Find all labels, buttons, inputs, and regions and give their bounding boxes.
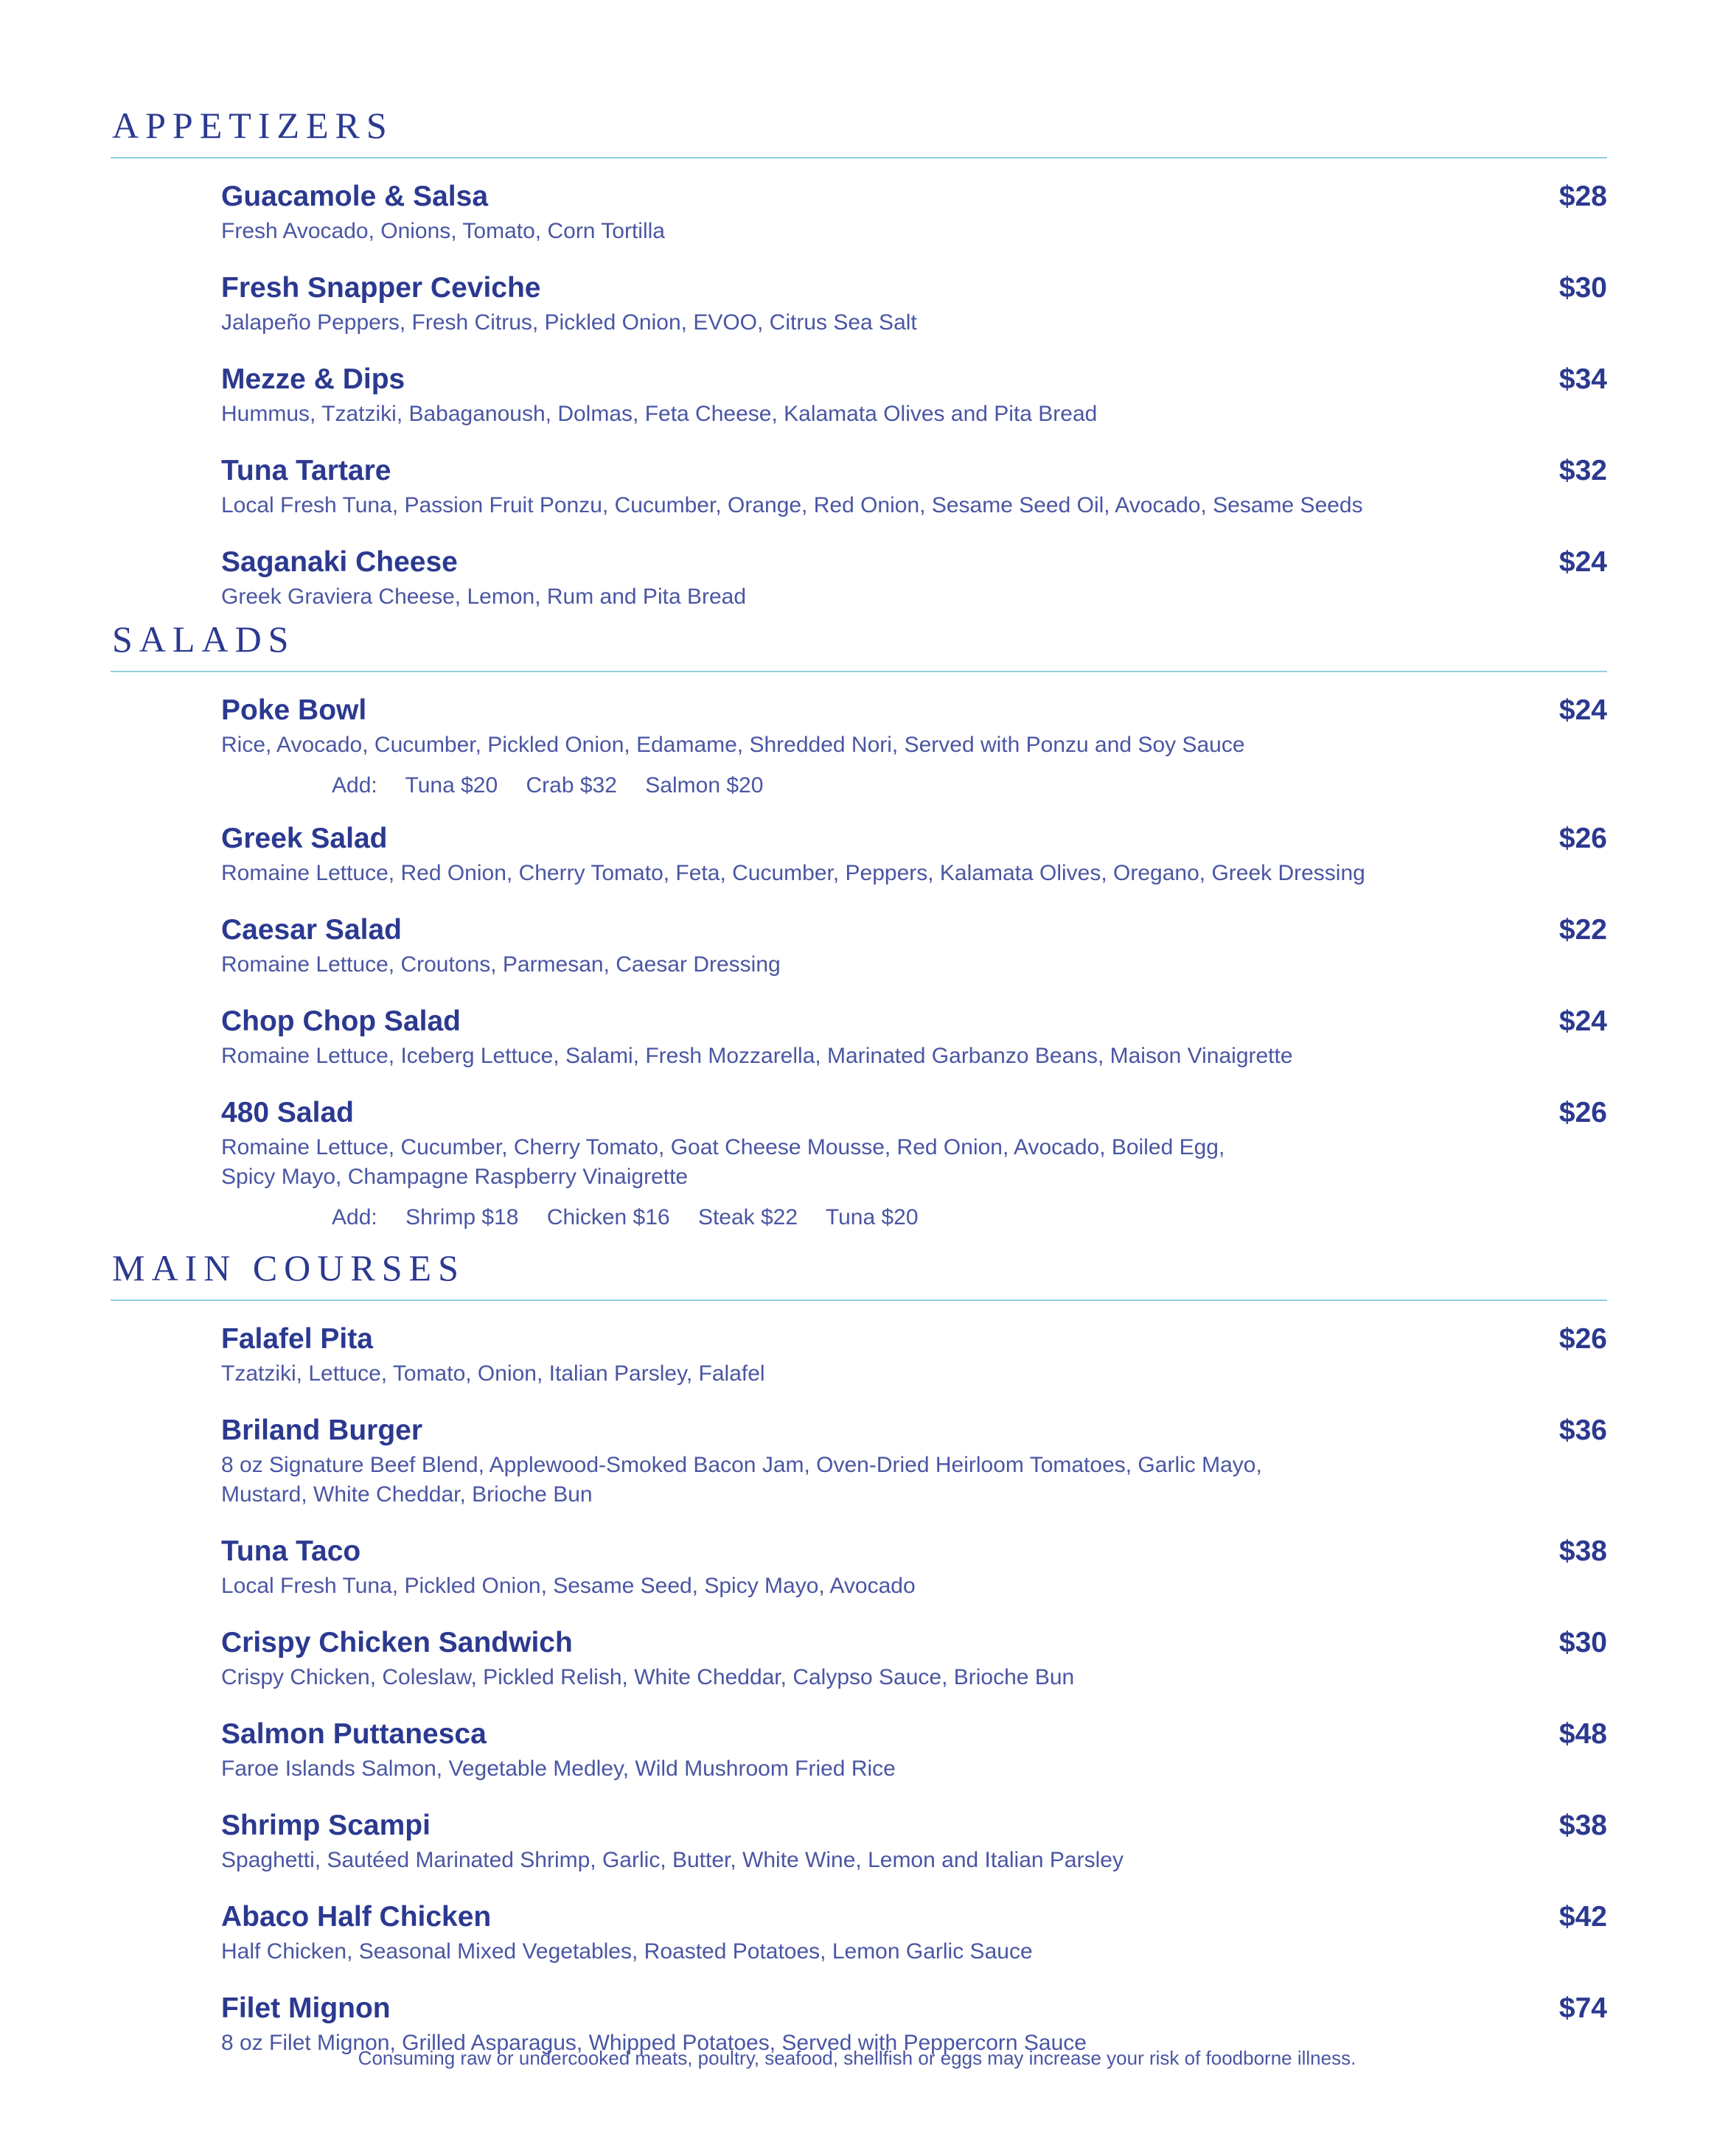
section-divider	[111, 671, 1607, 672]
menu-item	[221, 182, 1607, 246]
section-main-courses	[111, 1249, 1607, 2058]
menu-item	[221, 1416, 1607, 1510]
menu-item	[221, 273, 1607, 338]
menu-item	[221, 915, 1607, 980]
item-description: 8 oz Signature Beef Blend, Applewood-Smoked Bacon Jam, Oven-Dried Heirloom Tomatoes, Garlic Mayo, Mustard, White Cheddar, Brioche Bun	[221, 1453, 1262, 1507]
item-name: Tuna Tartare	[221, 455, 391, 486]
item-description: Hummus, Tzatziki, Babaganoush, Dolmas, Feta Cheese, Kalamata Olives and Pita Bread	[221, 402, 1098, 426]
item-name: Saganaki Cheese	[221, 546, 458, 578]
item-description: Jalapeño Peppers, Fresh Citrus, Pickled Onion, EVOO, Citrus Sea Salt	[221, 310, 917, 335]
item-description: Rice, Avocado, Cucumber, Pickled Onion, Edamame, Shredded Nori, Served with Ponzu and Soy Sauce	[221, 733, 1245, 757]
item-description: Faroe Islands Salmon, Vegetable Medley, Wild Mushroom Fried Rice	[221, 1756, 896, 1781]
item-price: $36	[1558, 1414, 1607, 1446]
add-ons	[332, 775, 1607, 797]
add-on-option: Tuna $20	[405, 773, 498, 798]
add-on-option: Tuna $20	[825, 1205, 919, 1229]
menu-item	[221, 1902, 1607, 1967]
section-divider	[111, 157, 1607, 158]
item-name: Greek Salad	[221, 823, 388, 854]
item-description: Romaine Lettuce, Croutons, Parmesan, Caesar Dressing	[221, 952, 781, 977]
add-on-option: Chicken $16	[546, 1205, 670, 1229]
item-name: Mezze & Dips	[221, 363, 405, 395]
item-price: $42	[1558, 1901, 1607, 1933]
item-description: Local Fresh Tuna, Passion Fruit Ponzu, Cucumber, Orange, Red Onion, Sesame Seed Oil, Avocado, Sesame Seeds	[221, 493, 1363, 517]
item-name: Poke Bowl	[221, 694, 367, 726]
item-description: Crispy Chicken, Coleslaw, Pickled Relish, White Cheddar, Calypso Sauce, Brioche Bun	[221, 1665, 1075, 1689]
item-name: 480 Salad	[221, 1097, 354, 1128]
item-price: $38	[1558, 1810, 1607, 1841]
section-title: MAIN COURSES	[112, 1247, 465, 1288]
item-price: $22	[1558, 914, 1607, 946]
item-name: Abaco Half Chicken	[221, 1901, 492, 1933]
item-price: $26	[1558, 1097, 1607, 1128]
item-price: $34	[1558, 363, 1607, 395]
item-price: $74	[1558, 1992, 1607, 2024]
menu-item	[221, 1007, 1607, 1071]
add-on-label: Add:	[332, 1205, 377, 1229]
item-description: Romaine Lettuce, Cucumber, Cherry Tomato, Goat Cheese Mousse, Red Onion, Avocado, Boiled Egg, Spicy Mayo, Champagne Raspberry Vinaigrette	[221, 1135, 1225, 1189]
menu-item	[221, 824, 1607, 888]
section-divider	[111, 1299, 1607, 1301]
item-description: Romaine Lettuce, Iceberg Lettuce, Salami, Fresh Mozzarella, Marinated Garbanzo Beans, Maison Vinaigrette	[221, 1044, 1293, 1068]
section-title: SALADS	[112, 618, 296, 660]
item-name: Crispy Chicken Sandwich	[221, 1627, 573, 1658]
item-price: $38	[1558, 1535, 1607, 1567]
menu-item	[221, 365, 1607, 429]
menu-item	[221, 1325, 1607, 1389]
menu-item	[221, 1628, 1607, 1692]
menu-item	[221, 1811, 1607, 1875]
item-description: Half Chicken, Seasonal Mixed Vegetables, Roasted Potatoes, Lemon Garlic Sauce	[221, 1939, 1033, 1964]
item-price: $24	[1558, 546, 1607, 578]
add-on-label: Add:	[332, 773, 377, 798]
item-name: Shrimp Scampi	[221, 1810, 431, 1841]
section-title: APPETIZERS	[112, 105, 394, 146]
item-description: Spaghetti, Sautéed Marinated Shrimp, Garlic, Butter, White Wine, Lemon and Italian Parsley	[221, 1848, 1123, 1872]
item-price: $28	[1558, 181, 1607, 212]
item-name: Salmon Puttanesca	[221, 1718, 487, 1750]
item-price: $30	[1558, 272, 1607, 304]
section-salads	[111, 618, 1607, 1229]
menu-item	[221, 1098, 1607, 1229]
menu-item	[221, 1537, 1607, 1601]
menu-item	[221, 548, 1607, 612]
item-description: Greek Graviera Cheese, Lemon, Rum and Pita Bread	[221, 585, 747, 609]
menu-item	[221, 1720, 1607, 1784]
menu-item	[221, 456, 1607, 520]
section-appetizers	[111, 107, 1607, 612]
item-price: $26	[1558, 823, 1607, 854]
item-name: Guacamole & Salsa	[221, 181, 489, 212]
item-price: $30	[1558, 1627, 1607, 1658]
add-on-option: Crab $32	[526, 773, 617, 798]
item-description: 8 oz Filet Mignon, Grilled Asparagus, Whipped Potatoes, Served with Peppercorn Sauce	[221, 2031, 1087, 2055]
item-description: Fresh Avocado, Onions, Tomato, Corn Tortilla	[221, 219, 665, 243]
item-name: Tuna Taco	[221, 1535, 361, 1567]
item-description: Romaine Lettuce, Red Onion, Cherry Tomato, Feta, Cucumber, Peppers, Kalamata Olives, Oregano, Greek Dressing	[221, 861, 1365, 885]
item-name: Filet Mignon	[221, 1992, 391, 2024]
add-ons	[332, 1207, 1607, 1229]
item-name: Caesar Salad	[221, 914, 402, 946]
item-price: $32	[1558, 455, 1607, 486]
food-safety-disclaimer: Consuming raw or undercooked meats, poultry, seafood, shellfish or eggs may increase your risk of foodborne illness.	[358, 2047, 1356, 2069]
item-name: Falafel Pita	[221, 1323, 373, 1355]
item-name: Chop Chop Salad	[221, 1005, 461, 1037]
add-on-option: Shrimp $18	[405, 1205, 519, 1229]
item-name: Fresh Snapper Ceviche	[221, 272, 541, 304]
item-description: Tzatziki, Lettuce, Tomato, Onion, Italian Parsley, Falafel	[221, 1361, 765, 1386]
item-description: Local Fresh Tuna, Pickled Onion, Sesame Seed, Spicy Mayo, Avocado	[221, 1574, 916, 1598]
add-on-option: Steak $22	[697, 1205, 798, 1229]
item-name: Briland Burger	[221, 1414, 423, 1446]
menu-item	[221, 696, 1607, 797]
item-price: $24	[1558, 694, 1607, 726]
item-price: $48	[1558, 1718, 1607, 1750]
add-on-option: Salmon $20	[645, 773, 764, 798]
item-price: $26	[1558, 1323, 1607, 1355]
item-price: $24	[1558, 1005, 1607, 1037]
